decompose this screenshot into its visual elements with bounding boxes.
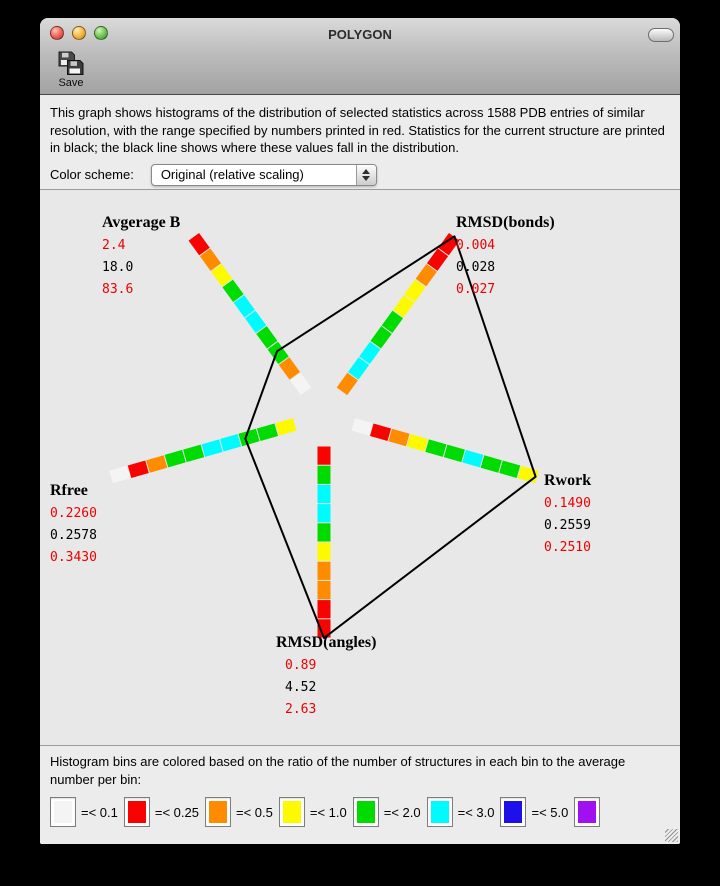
legend-bin-label: =< 3.0	[457, 804, 495, 820]
legend-swatch-color	[357, 801, 375, 823]
axis-label: RMSD(angles)	[276, 634, 377, 651]
axis-current-value: 4.52	[285, 680, 317, 695]
legend-bin	[205, 797, 273, 827]
legend-panel	[40, 746, 680, 844]
axis-bar-rfree	[109, 418, 296, 483]
legend-swatch-color	[54, 801, 72, 823]
legend-swatch-color	[209, 801, 227, 823]
axis-bar-rmsd-bonds	[337, 233, 460, 395]
legend-swatch-color	[128, 801, 146, 823]
chevron-up-down-icon	[356, 165, 376, 185]
legend-bin-label: =< 0.1	[81, 804, 118, 820]
polygon-plot-panel	[40, 190, 680, 746]
legend-swatch-color	[283, 801, 301, 823]
legend-bin-label: =< 1.0	[309, 804, 347, 820]
axis-rmsd-bonds	[456, 214, 555, 301]
axis-current-value: 0.028	[456, 260, 496, 275]
axis-current-value: 0.2578	[50, 528, 97, 543]
legend-swatch-blue	[500, 797, 526, 827]
legend-bin-label: =< 5.0	[531, 804, 569, 820]
window-title: POLYGON	[328, 27, 392, 42]
axis-min-value: 0.2260	[50, 506, 97, 521]
axis-rwork	[544, 472, 591, 559]
save-button[interactable]	[48, 51, 94, 89]
axis-min-value: 0.1490	[544, 496, 591, 511]
axis-min-value: 2.4	[102, 238, 126, 253]
legend-swatch-yellow	[279, 797, 305, 827]
legend-bin	[427, 797, 495, 827]
axis-max-value: 0.027	[456, 282, 496, 297]
legend-swatch-red	[124, 797, 150, 827]
legend-bin-label: =< 0.25	[154, 804, 199, 820]
axis-avgerage-b	[102, 214, 180, 301]
axis-rmsd-angles	[276, 634, 376, 721]
axis-rfree	[50, 482, 97, 569]
legend-bins-row	[50, 797, 670, 827]
legend-bin	[500, 797, 568, 827]
legend-swatch-green	[353, 797, 379, 827]
axis-current-value: 18.0	[102, 260, 134, 275]
window-header	[40, 18, 680, 95]
color-scheme-label: Color scheme:	[50, 167, 134, 182]
color-scheme-row	[50, 164, 670, 186]
axis-max-value: 0.3430	[50, 550, 97, 565]
description-text: This graph shows histograms of the distribution of selected statistics across 1588 PDB entries of similar resolution, with the range specified by numbers printed in red. Statistics for the current structure are printed in black; the black line shows where these values fall in the distribution.	[50, 105, 665, 155]
axis-max-value: 83.6	[102, 282, 134, 297]
axis-label: RMSD(bonds)	[456, 214, 555, 231]
titlebar[interactable]	[40, 18, 680, 48]
legend-text: Histogram bins are colored based on the ratio of the number of structures in each bin to the average number per bin:	[50, 754, 626, 787]
axis-max-value: 2.63	[285, 702, 317, 717]
legend-bin	[124, 797, 199, 827]
resize-grip[interactable]	[665, 829, 678, 842]
legend-bin	[279, 797, 347, 827]
legend-bin	[353, 797, 421, 827]
axis-values	[544, 493, 591, 559]
axis-label: Rwork	[544, 472, 592, 489]
legend-swatch-color	[578, 801, 596, 823]
legend-swatch-white	[50, 797, 76, 827]
axis-bar-rmsd-angles	[318, 447, 331, 638]
axis-bar-rwork	[352, 418, 539, 483]
axis-min-value: 0.89	[285, 658, 317, 673]
description-panel	[40, 96, 680, 190]
axis-values	[456, 235, 555, 301]
legend-swatch-cyan	[427, 797, 453, 827]
axis-values	[285, 655, 376, 721]
polygon-window	[40, 18, 680, 844]
floppy-disk-icon	[58, 51, 85, 76]
legend-swatch-purple	[574, 797, 600, 827]
toolbar-toggle-button[interactable]	[648, 28, 674, 42]
legend-bin	[574, 797, 600, 827]
toolbar	[40, 48, 680, 95]
legend-swatch-orange	[205, 797, 231, 827]
save-button-label: Save	[58, 77, 84, 89]
legend-swatch-color	[431, 801, 449, 823]
color-scheme-value: Original (relative scaling)	[160, 166, 304, 182]
legend-bin-label: =< 0.5	[235, 804, 273, 820]
axis-bar-avgerage-b	[189, 233, 312, 395]
color-scheme-select[interactable]	[151, 164, 377, 186]
legend-swatch-color	[504, 801, 522, 823]
axis-values	[50, 503, 97, 569]
legend-bin-label: =< 2.0	[383, 804, 421, 820]
axis-values	[102, 235, 180, 301]
axis-label: Avgerage B	[102, 214, 181, 231]
axis-current-value: 0.2559	[544, 518, 591, 533]
legend-bin	[50, 797, 118, 827]
axis-max-value: 0.2510	[544, 540, 591, 555]
axis-min-value: 0.004	[456, 238, 496, 253]
axis-label: Rfree	[50, 482, 88, 499]
